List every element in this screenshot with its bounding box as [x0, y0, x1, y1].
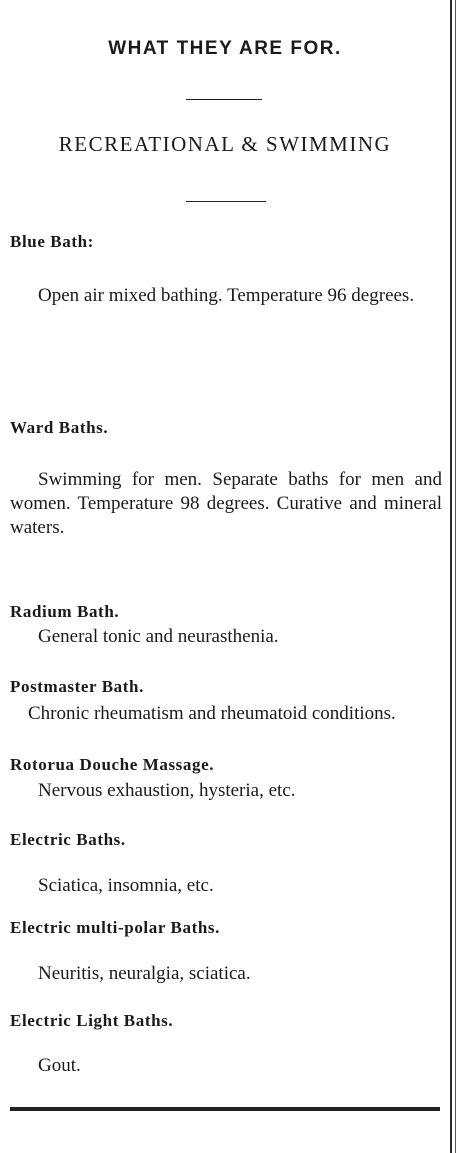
entry-title-rotorua-douche-massage: Rotorua Douche Massage.	[10, 755, 215, 774]
entry-title-ward-baths: Ward Baths.	[10, 418, 109, 437]
entry-title-electric-baths: Electric Baths.	[10, 830, 126, 849]
entry-description-radium-bath: General tonic and neurasthenia.	[38, 626, 279, 647]
entry-title-blue-bath: Blue Bath:	[10, 232, 94, 251]
entry-description-electric-multi-polar-baths: Neuritis, neuralgia, sciatica.	[38, 963, 251, 984]
section-subheading: RECREATIONAL & SWIMMING	[58, 132, 392, 156]
column-divider	[450, 0, 452, 1153]
entry-title-electric-multi-polar-baths: Electric multi-polar Baths.	[10, 918, 220, 937]
entry-description-postmaster-bath: Chronic rheumatism and rheumatoid conditions.	[28, 703, 396, 724]
entry-description-blue-bath: Open air mixed bathing. Temperature 96 degrees.	[38, 285, 415, 306]
page-heading: WHAT THEY ARE FOR.	[108, 38, 342, 59]
entry-title-radium-bath: Radium Bath.	[10, 602, 120, 621]
entry-title-postmaster-bath: Postmaster Bath.	[10, 677, 144, 696]
entry-title-electric-light-baths: Electric Light Baths.	[10, 1011, 174, 1030]
separator-dash	[186, 201, 266, 202]
bottom-rule	[10, 1107, 440, 1111]
entry-description-ward-baths: Swimming for men. Separate baths for men and women. Temperature 98 degrees. Curative and mineral waters.	[10, 469, 442, 538]
entry-description-electric-light-baths: Gout.	[38, 1055, 81, 1076]
entry-description-rotorua-douche-massage: Nervous exhaustion, hysteria, etc.	[38, 780, 296, 801]
column-divider-secondary	[455, 0, 456, 1153]
separator-dash	[186, 99, 262, 100]
entry-description-electric-baths: Sciatica, insomnia, etc.	[38, 875, 214, 896]
